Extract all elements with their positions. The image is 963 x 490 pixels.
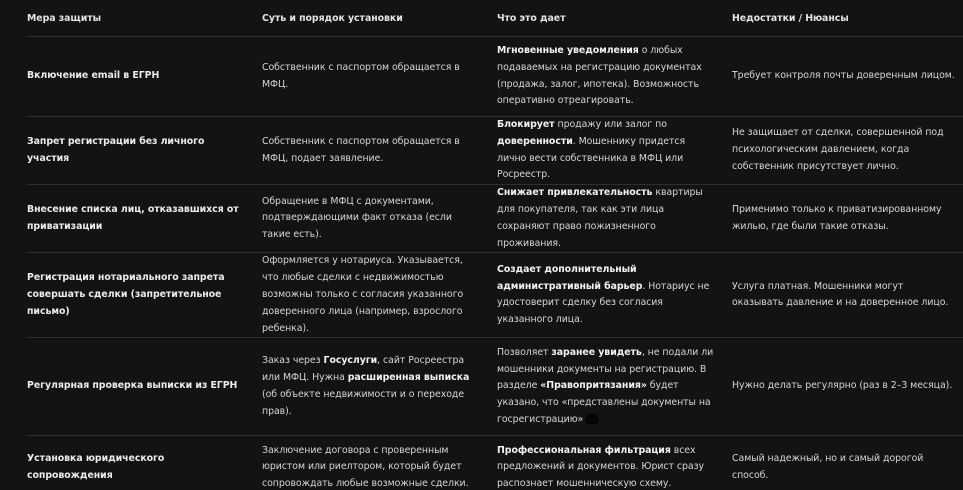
cons-cell: Услуга платная. Мошенники могут оказывать давление и на доверенное лицо.	[732, 253, 963, 338]
how-cell: Заключение договора с проверенным юристом или риелтором, который будет сопровождать любые возможные сделки.	[262, 436, 497, 490]
cons-cell: Применимо только к приватизированному жилью, где были такие отказы.	[732, 185, 963, 253]
gives-text: , не подали ли мошенники документы на регистрацию. В разделе	[497, 346, 714, 392]
gives-text: продажу или залог по	[554, 119, 667, 130]
table-row	[27, 436, 963, 490]
measure-cell: Внесение списка лиц, отказавшихся от приватизации	[27, 185, 262, 253]
gives-bold: Создает дополнительный административный барьер	[497, 263, 643, 292]
gives-bold: заранее увидеть	[551, 346, 642, 358]
gives-text: квартиры для покупателя, так как эти лица сохраняют право пожизненного проживания.	[497, 187, 703, 249]
gives-bold: Снижает привлекательность	[497, 187, 653, 199]
how-cell	[262, 338, 497, 436]
how-text: Заказ через	[262, 355, 324, 367]
how-text: (об объекте недвижимости и о переходе прав).	[262, 388, 465, 417]
how-cell: Собственник с паспортом обращается в МФЦ, подает заявление.	[262, 117, 497, 185]
gives-bold: «Правопритязания»	[540, 380, 647, 392]
how-cell: Оформляется у нотариуса. Указывается, что любые сделки с недвижимостью возможны только с согласия указанного доверенного лица (например, взрослого ребенка).	[262, 253, 497, 338]
gives-cell	[497, 117, 732, 185]
gives-cell	[497, 338, 732, 436]
gives-bold: Профессиональная фильтрация	[497, 444, 671, 456]
gives-text: о любых подаваемых на регистрацию документах (продажа, залог, ипотека). Возможность оперативно отреагировать.	[497, 44, 702, 107]
table-header-row	[27, 2, 963, 37]
gives-cell	[497, 185, 732, 253]
measure-cell: Регулярная проверка выписки из ЕГРН	[27, 338, 262, 436]
measure-cell: Запрет регистрации без личного участия	[27, 117, 262, 185]
gives-bold: Блокирует	[497, 119, 555, 130]
table-row	[27, 37, 963, 117]
cons-cell: Самый надежный, но и самый дорогой способ.	[732, 436, 963, 490]
gives-text: всех предложений и документов. Юрист сразу распознает мошенническую схему.	[497, 444, 705, 490]
how-text: , сайт Росреестра или МФЦ. Нужна	[262, 355, 465, 384]
how-cell: Собственник с паспортом обращается в МФЦ.	[262, 37, 497, 117]
measure-cell: Включение email в ЕГРН	[27, 37, 262, 117]
header-how: Суть и порядок установки	[262, 2, 497, 37]
measure-cell: Регистрация нотариального запрета совершать сделки (запретительное письмо)	[27, 253, 262, 338]
table-row	[27, 338, 963, 436]
gives-cell	[497, 37, 732, 117]
gives-text: . Мошеннику придется лично вести собственника в МФЦ или Росреестр.	[497, 135, 686, 181]
cons-cell: Требует контроля почты доверенным лицом.	[732, 37, 963, 117]
how-bold: расширенная выписка	[347, 372, 470, 384]
protection-measures-table	[27, 2, 963, 490]
header-measure: Мера защиты	[27, 2, 262, 37]
header-gives: Что это дает	[497, 2, 732, 37]
gives-text: . Нотариус не удостоверит сделку без согласия указанного лица.	[497, 280, 710, 326]
table-row	[27, 117, 963, 185]
cons-cell: Нужно делать регулярно (раз в 2–3 месяца).	[732, 338, 963, 436]
gives-text: Позволяет	[497, 346, 552, 358]
cons-cell: Не защищает от сделки, совершенной под психологическим давлением, когда собственник присутствует лично.	[732, 117, 963, 185]
gives-text: будет указано, что «представлены документы на госрегистрацию»	[497, 380, 711, 426]
gives-bold: доверенности	[497, 135, 573, 147]
cursor-blob-icon	[585, 414, 599, 425]
gives-cell	[497, 253, 732, 338]
how-cell: Обращение в МФЦ с документами, подтверждающими факт отказа (если такие есть).	[262, 185, 497, 253]
how-bold: Госуслуги	[323, 355, 378, 367]
gives-cell	[497, 436, 732, 490]
measure-cell: Установка юридического сопровождения	[27, 436, 262, 490]
gives-bold: Мгновенные уведомления	[497, 44, 639, 56]
table-row	[27, 185, 963, 253]
header-cons: Недостатки / Нюансы	[732, 2, 963, 37]
table-row	[27, 253, 963, 338]
